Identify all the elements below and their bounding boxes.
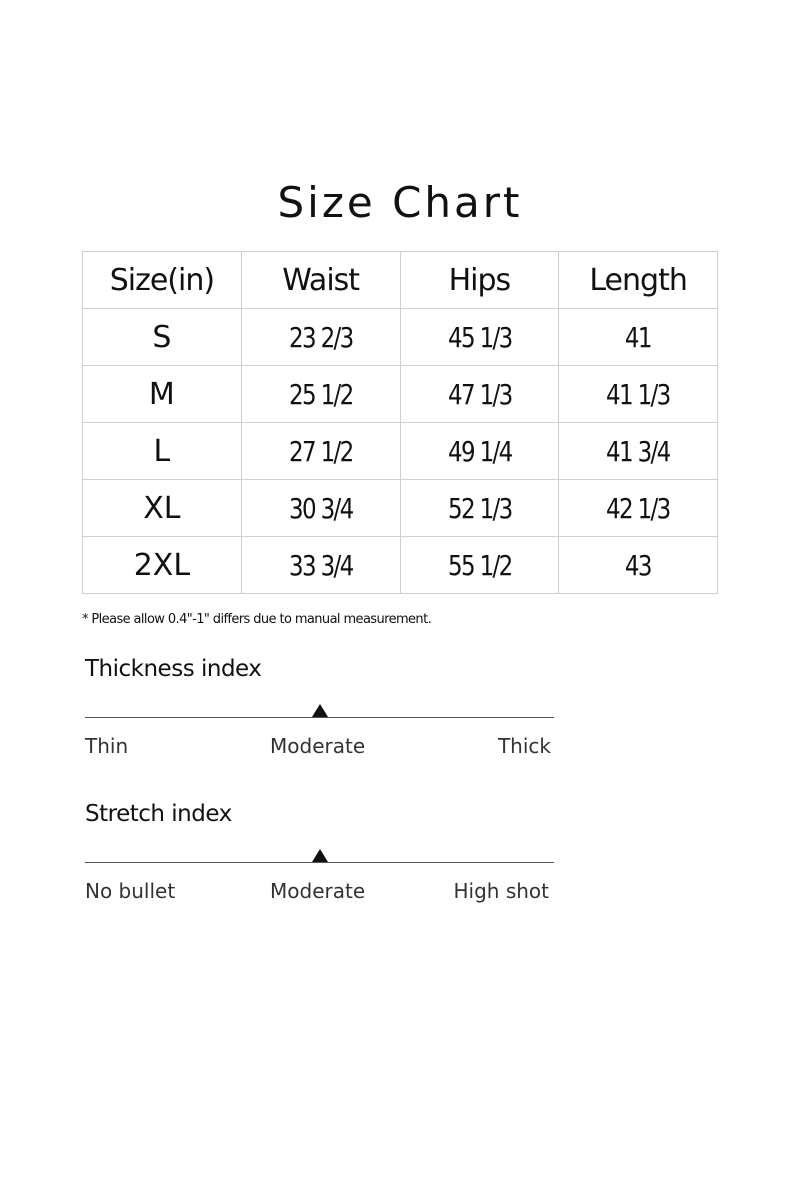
thickness-label-thin: Thin bbox=[85, 734, 129, 758]
stretch-marker-icon bbox=[312, 849, 328, 862]
table-row bbox=[83, 366, 718, 423]
size-cell: L bbox=[83, 423, 242, 480]
thickness-scale-line bbox=[85, 717, 554, 718]
hips-cell: 45 1/3 bbox=[400, 309, 559, 366]
waist-cell: 30 3/4 bbox=[241, 480, 400, 537]
thickness-label-moderate: Moderate bbox=[270, 734, 366, 758]
hips-cell: 52 1/3 bbox=[400, 480, 559, 537]
column-header-waist: Waist bbox=[241, 252, 400, 309]
stretch-label-moderate: Moderate bbox=[270, 879, 366, 903]
length-cell: 41 1/3 bbox=[559, 366, 718, 423]
length-cell: 42 1/3 bbox=[559, 480, 718, 537]
thickness-index bbox=[85, 656, 555, 764]
column-header-length: Length bbox=[559, 252, 718, 309]
table-row bbox=[83, 480, 718, 537]
thickness-index-title: Thickness index bbox=[85, 656, 262, 682]
size-cell: S bbox=[83, 309, 242, 366]
stretch-index-title: Stretch index bbox=[85, 801, 232, 827]
waist-cell: 33 3/4 bbox=[241, 537, 400, 594]
table-row bbox=[83, 423, 718, 480]
hips-cell: 55 1/2 bbox=[400, 537, 559, 594]
stretch-label-no-bullet: No bullet bbox=[85, 879, 176, 903]
length-cell: 41 3/4 bbox=[559, 423, 718, 480]
waist-cell: 25 1/2 bbox=[241, 366, 400, 423]
table-row bbox=[83, 537, 718, 594]
stretch-scale-line bbox=[85, 862, 554, 863]
column-header-hips: Hips bbox=[400, 252, 559, 309]
thickness-marker-icon bbox=[312, 704, 328, 717]
size-cell: M bbox=[83, 366, 242, 423]
size-cell: XL bbox=[83, 480, 242, 537]
stretch-scale-labels bbox=[85, 879, 555, 909]
stretch-index bbox=[85, 801, 555, 909]
table-row bbox=[83, 309, 718, 366]
length-cell: 41 bbox=[559, 309, 718, 366]
size-cell: 2XL bbox=[83, 537, 242, 594]
waist-cell: 23 2/3 bbox=[241, 309, 400, 366]
column-header-size: Size(in) bbox=[83, 252, 242, 309]
hips-cell: 49 1/4 bbox=[400, 423, 559, 480]
waist-cell: 27 1/2 bbox=[241, 423, 400, 480]
measurement-note: * Please allow 0.4"-1" differs due to manual measurement. bbox=[82, 612, 432, 627]
table-header-row bbox=[83, 252, 718, 309]
thickness-label-thick: Thick bbox=[497, 734, 551, 758]
page-title: Size Chart bbox=[277, 178, 523, 227]
length-cell: 43 bbox=[559, 537, 718, 594]
size-table bbox=[82, 251, 718, 594]
stretch-label-high-shot: High shot bbox=[453, 879, 549, 903]
thickness-scale-labels bbox=[85, 734, 555, 764]
hips-cell: 47 1/3 bbox=[400, 366, 559, 423]
